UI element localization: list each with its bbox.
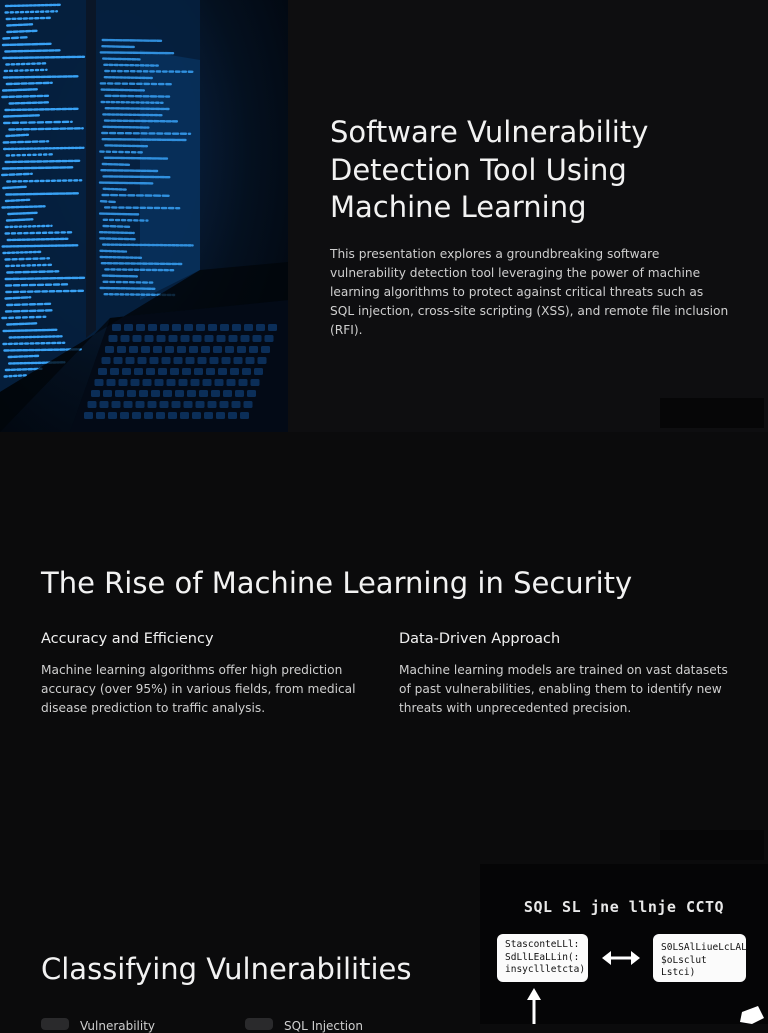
keyboard-key: [167, 379, 176, 386]
keyboard-key: [206, 368, 215, 375]
keyboard-key: [220, 324, 229, 331]
code-line: [6, 226, 52, 227]
keyboard-key: [218, 368, 227, 375]
keyboard-key: [234, 357, 243, 364]
code-line: [6, 265, 52, 266]
code-line: [102, 46, 134, 47]
keyboard-key: [155, 379, 164, 386]
keyboard-key: [240, 412, 249, 419]
slide-watermark-badge: [660, 398, 764, 428]
code-line: [3, 343, 64, 344]
bullet-label: SQL Injection: [284, 1019, 364, 1033]
keyboard-key: [208, 324, 217, 331]
keyboard-key: [239, 379, 248, 386]
keyboard-key: [122, 368, 131, 375]
keyboard-key: [211, 390, 220, 397]
keyboard-key: [109, 335, 118, 342]
slide-heading: Classifying Vulnerabilities: [41, 952, 412, 986]
keyboard-key: [172, 401, 181, 408]
code-line: [105, 77, 152, 78]
code-line: [100, 214, 139, 215]
code-line: [104, 282, 153, 283]
code-line: [102, 133, 190, 134]
keyboard-key: [204, 412, 213, 419]
column-heading: Accuracy and Efficiency: [41, 631, 214, 647]
keyboard-key: [144, 412, 153, 419]
keyboard-key: [172, 324, 181, 331]
diagram-box-line: StasconteLLl:: [505, 939, 580, 950]
keyboard-key: [228, 412, 237, 419]
code-line: [6, 232, 72, 233]
keyboard-key: [189, 346, 198, 353]
code-line: [103, 245, 192, 246]
keyboard-key: [223, 390, 232, 397]
code-line: [103, 59, 139, 60]
keyboard-key: [268, 324, 277, 331]
keyboard-key: [168, 412, 177, 419]
sql-injection-diagram: [480, 864, 768, 1024]
keyboard-key: [187, 390, 196, 397]
slide-classifying: [0, 864, 768, 1033]
code-line: [7, 271, 58, 272]
keyboard-key: [170, 368, 179, 375]
code-line: [6, 310, 54, 311]
keyboard-key: [95, 379, 104, 386]
code-line: [101, 288, 155, 289]
keyboard-key: [119, 379, 128, 386]
code-line: [6, 135, 27, 136]
keyboard-key: [132, 412, 141, 419]
code-line: [102, 90, 144, 91]
keyboard-key: [156, 412, 165, 419]
keyboard-key: [136, 324, 145, 331]
code-line: [104, 189, 126, 190]
keyboard-key: [191, 379, 200, 386]
code-line: [6, 278, 84, 279]
keyboard-key: [96, 412, 105, 419]
code-line: [3, 206, 45, 207]
keyboard-key: [182, 368, 191, 375]
slide-ml-security: [0, 432, 768, 864]
code-line: [6, 297, 31, 298]
keyboard-key: [235, 390, 244, 397]
keyboard-key: [213, 346, 222, 353]
keyboard-key: [232, 401, 241, 408]
code-line: [101, 83, 173, 84]
code-line: [6, 11, 57, 12]
code-line: [8, 213, 36, 214]
code-line: [105, 269, 173, 270]
code-line: [106, 96, 170, 97]
diagram-box-line: S0LSAlLiueLcLAL: [661, 942, 747, 953]
keyboard-key: [251, 379, 260, 386]
bullet-marker: [245, 1018, 273, 1030]
keyboard-key: [237, 346, 246, 353]
keyboard-key: [246, 357, 255, 364]
diagram-box-line: $oLsclut Lstci): [661, 954, 707, 978]
code-line: [103, 195, 171, 196]
keyboard-key: [265, 335, 274, 342]
keyboard-key: [150, 357, 159, 364]
keyboard-key: [199, 390, 208, 397]
code-line: [4, 76, 79, 77]
bullet-marker: [41, 1018, 69, 1030]
keyboard-key: [146, 368, 155, 375]
code-line: [104, 127, 149, 128]
keyboard-key: [203, 379, 212, 386]
keyboard-key: [120, 412, 129, 419]
keyboard-key: [158, 368, 167, 375]
code-line: [103, 164, 130, 165]
keyboard-key: [107, 379, 116, 386]
code-line: [3, 187, 25, 188]
code-line: [104, 65, 157, 66]
code-line: [105, 71, 195, 72]
code-line: [6, 258, 49, 259]
code-line: [4, 148, 83, 149]
keyboard-key: [198, 357, 207, 364]
code-line: [2, 96, 48, 97]
code-line: [105, 121, 178, 122]
code-line: [6, 200, 29, 201]
keyboard-key: [165, 346, 174, 353]
keyboard-key: [196, 401, 205, 408]
keyboard-key: [141, 346, 150, 353]
code-line: [7, 180, 81, 181]
arrow-up-icon: [526, 988, 542, 1024]
keyboard-key: [232, 324, 241, 331]
code-line: [104, 220, 148, 221]
code-line: [100, 238, 135, 239]
keyboard-key: [115, 390, 124, 397]
keyboard-key: [157, 335, 166, 342]
keyboard-key: [84, 412, 93, 419]
keyboard-key: [208, 401, 217, 408]
code-line: [103, 139, 186, 140]
code-line: [101, 257, 141, 258]
keyboard-key: [133, 335, 142, 342]
keyboard-key: [121, 335, 130, 342]
keyboard-key: [108, 412, 117, 419]
double-arrow-icon: [602, 948, 640, 968]
keyboard-key: [124, 401, 133, 408]
code-line: [9, 356, 40, 357]
keyboard-key: [163, 390, 172, 397]
column-accuracy: [41, 631, 371, 718]
code-line: [3, 37, 26, 38]
keyboard-key: [210, 357, 219, 364]
keyboard-key: [241, 335, 250, 342]
code-line: [3, 252, 42, 253]
code-line: [9, 128, 82, 129]
keyboard-key: [124, 324, 133, 331]
keyboard-key: [102, 357, 111, 364]
code-line: [4, 141, 48, 142]
keyboard-key: [100, 401, 109, 408]
keyboard-key: [258, 357, 267, 364]
keyboard-key: [138, 357, 147, 364]
diagram-box-left: [497, 934, 588, 982]
code-line: [102, 102, 163, 103]
keyboard-key: [225, 346, 234, 353]
keyboard-key: [136, 401, 145, 408]
code-line: [100, 251, 126, 252]
slide-watermark-badge: [660, 830, 764, 860]
keyboard-key: [143, 379, 152, 386]
keyboard-key: [192, 412, 201, 419]
code-line: [7, 31, 37, 32]
keyboard-key: [139, 390, 148, 397]
code-line: [100, 232, 134, 233]
keyboard-key: [220, 401, 229, 408]
code-line: [4, 115, 39, 116]
keyboard-key: [114, 357, 123, 364]
code-line: [10, 336, 62, 337]
code-line: [6, 369, 42, 370]
code-line: [100, 183, 153, 184]
keyboard-key: [148, 401, 157, 408]
code-line: [6, 63, 46, 64]
diagram-box-right: [653, 934, 746, 982]
code-line: [3, 89, 37, 90]
keyboard-key: [160, 324, 169, 331]
presentation-title: Software Vulnerability Detection Tool Using Machine Learning: [330, 115, 649, 224]
keyboard-key: [227, 379, 236, 386]
diagram-title: SQL SL jne llnje CCTQ: [523, 898, 725, 916]
keyboard-key: [253, 335, 262, 342]
keyboard-key: [175, 390, 184, 397]
keyboard-key: [145, 335, 154, 342]
code-line: [4, 330, 57, 331]
keyboard-key: [98, 368, 107, 375]
keyboard-key: [179, 379, 188, 386]
column-heading: Data-Driven Approach: [399, 631, 561, 647]
slide-title: [0, 0, 768, 432]
keyboard-key: [112, 401, 121, 408]
code-line: [105, 145, 147, 146]
keyboard-key: [117, 346, 126, 353]
keyboard-key: [247, 390, 256, 397]
code-line: [103, 276, 137, 277]
keyboard-key: [184, 324, 193, 331]
column-text: Machine learning models are trained on vast datasets of past vulnerabilities, enabling them to identify new threats with unprecedented precision.: [399, 663, 728, 715]
keyboard-key: [249, 346, 258, 353]
keyboard-key: [242, 368, 251, 375]
keyboard-key: [91, 390, 100, 397]
column-text: Machine learning algorithms offer high prediction accuracy (over 95%) in various fields, from medical disease prediction to traffic analysis.: [41, 663, 356, 715]
code-line: [101, 52, 173, 53]
keyboard-key: [103, 390, 112, 397]
code-line: [5, 70, 47, 71]
code-monitor-laptop-image: [0, 0, 288, 432]
code-line: [103, 40, 161, 41]
keyboard-key: [88, 401, 97, 408]
code-line: [7, 219, 32, 220]
code-line: [7, 154, 54, 155]
keyboard-key: [126, 357, 135, 364]
keyboard-key: [148, 324, 157, 331]
keyboard-key: [181, 335, 190, 342]
code-line: [6, 161, 80, 162]
keyboard-key: [254, 368, 263, 375]
bullet-label: Vulnerability: [80, 1019, 156, 1033]
keyboard-key: [215, 379, 224, 386]
keyboard-key: [160, 401, 169, 408]
keyboard-key: [110, 368, 119, 375]
keyboard-key: [261, 346, 270, 353]
code-line: [6, 291, 84, 292]
code-line: [5, 50, 59, 51]
keyboard-key: [151, 390, 160, 397]
keyboard-key: [216, 412, 225, 419]
diagram-box-line: SdLlLEaLLin(:: [505, 951, 580, 963]
keyboard-key: [127, 390, 136, 397]
code-line: [3, 57, 84, 58]
code-line: [103, 114, 162, 115]
slide-heading: The Rise of Machine Learning in Security: [41, 566, 633, 600]
code-line: [106, 108, 169, 109]
code-line: [6, 5, 61, 6]
code-line: [2, 174, 32, 175]
code-line: [105, 207, 179, 208]
keyboard-key: [186, 357, 195, 364]
code-line: [6, 193, 78, 194]
code-line: [10, 102, 50, 103]
keyboard-key: [112, 324, 121, 331]
diagram-box-line: insycllletcta): [505, 964, 586, 975]
keyboard-key: [201, 346, 210, 353]
keyboard-key: [229, 335, 238, 342]
code-line: [100, 152, 142, 153]
keyboard-key: [177, 346, 186, 353]
keyboard-key: [193, 335, 202, 342]
code-line: [3, 167, 72, 168]
keyboard-key: [194, 368, 203, 375]
arrow-corner-icon: [738, 1004, 768, 1024]
keyboard-key: [169, 335, 178, 342]
code-line: [102, 263, 181, 264]
code-line: [2, 317, 45, 318]
keyboard-key: [256, 324, 265, 331]
keyboard-key: [196, 324, 205, 331]
keyboard-key: [134, 368, 143, 375]
code-line: [105, 158, 168, 159]
code-line: [8, 239, 68, 240]
keyboard-key: [105, 346, 114, 353]
keyboard-key: [153, 346, 162, 353]
keyboard-key: [230, 368, 239, 375]
keyboard-key: [244, 401, 253, 408]
code-line: [104, 226, 129, 227]
keyboard-key: [180, 412, 189, 419]
keyboard-key: [174, 357, 183, 364]
keyboard-key: [244, 324, 253, 331]
code-line: [104, 176, 171, 177]
code-line: [7, 323, 37, 324]
column-data-driven: [399, 631, 729, 718]
keyboard-key: [131, 379, 140, 386]
code-line: [6, 109, 78, 110]
keyboard-key: [129, 346, 138, 353]
code-line: [3, 245, 78, 246]
presentation-description: This presentation explores a groundbreaking software vulnerability detection tool leveraging the power of machine learning algorithms to protect against critical threats such as SQL injection, cross-site scripting (XSS), and remote file inclusion (RFI).: [330, 247, 729, 337]
code-line: [7, 24, 32, 25]
code-line: [3, 44, 51, 45]
code-line: [7, 83, 52, 84]
keyboard-key: [217, 335, 226, 342]
keyboard-key: [184, 401, 193, 408]
code-line: [101, 170, 157, 171]
keyboard-key: [162, 357, 171, 364]
keyboard-key: [205, 335, 214, 342]
keyboard-key: [222, 357, 231, 364]
